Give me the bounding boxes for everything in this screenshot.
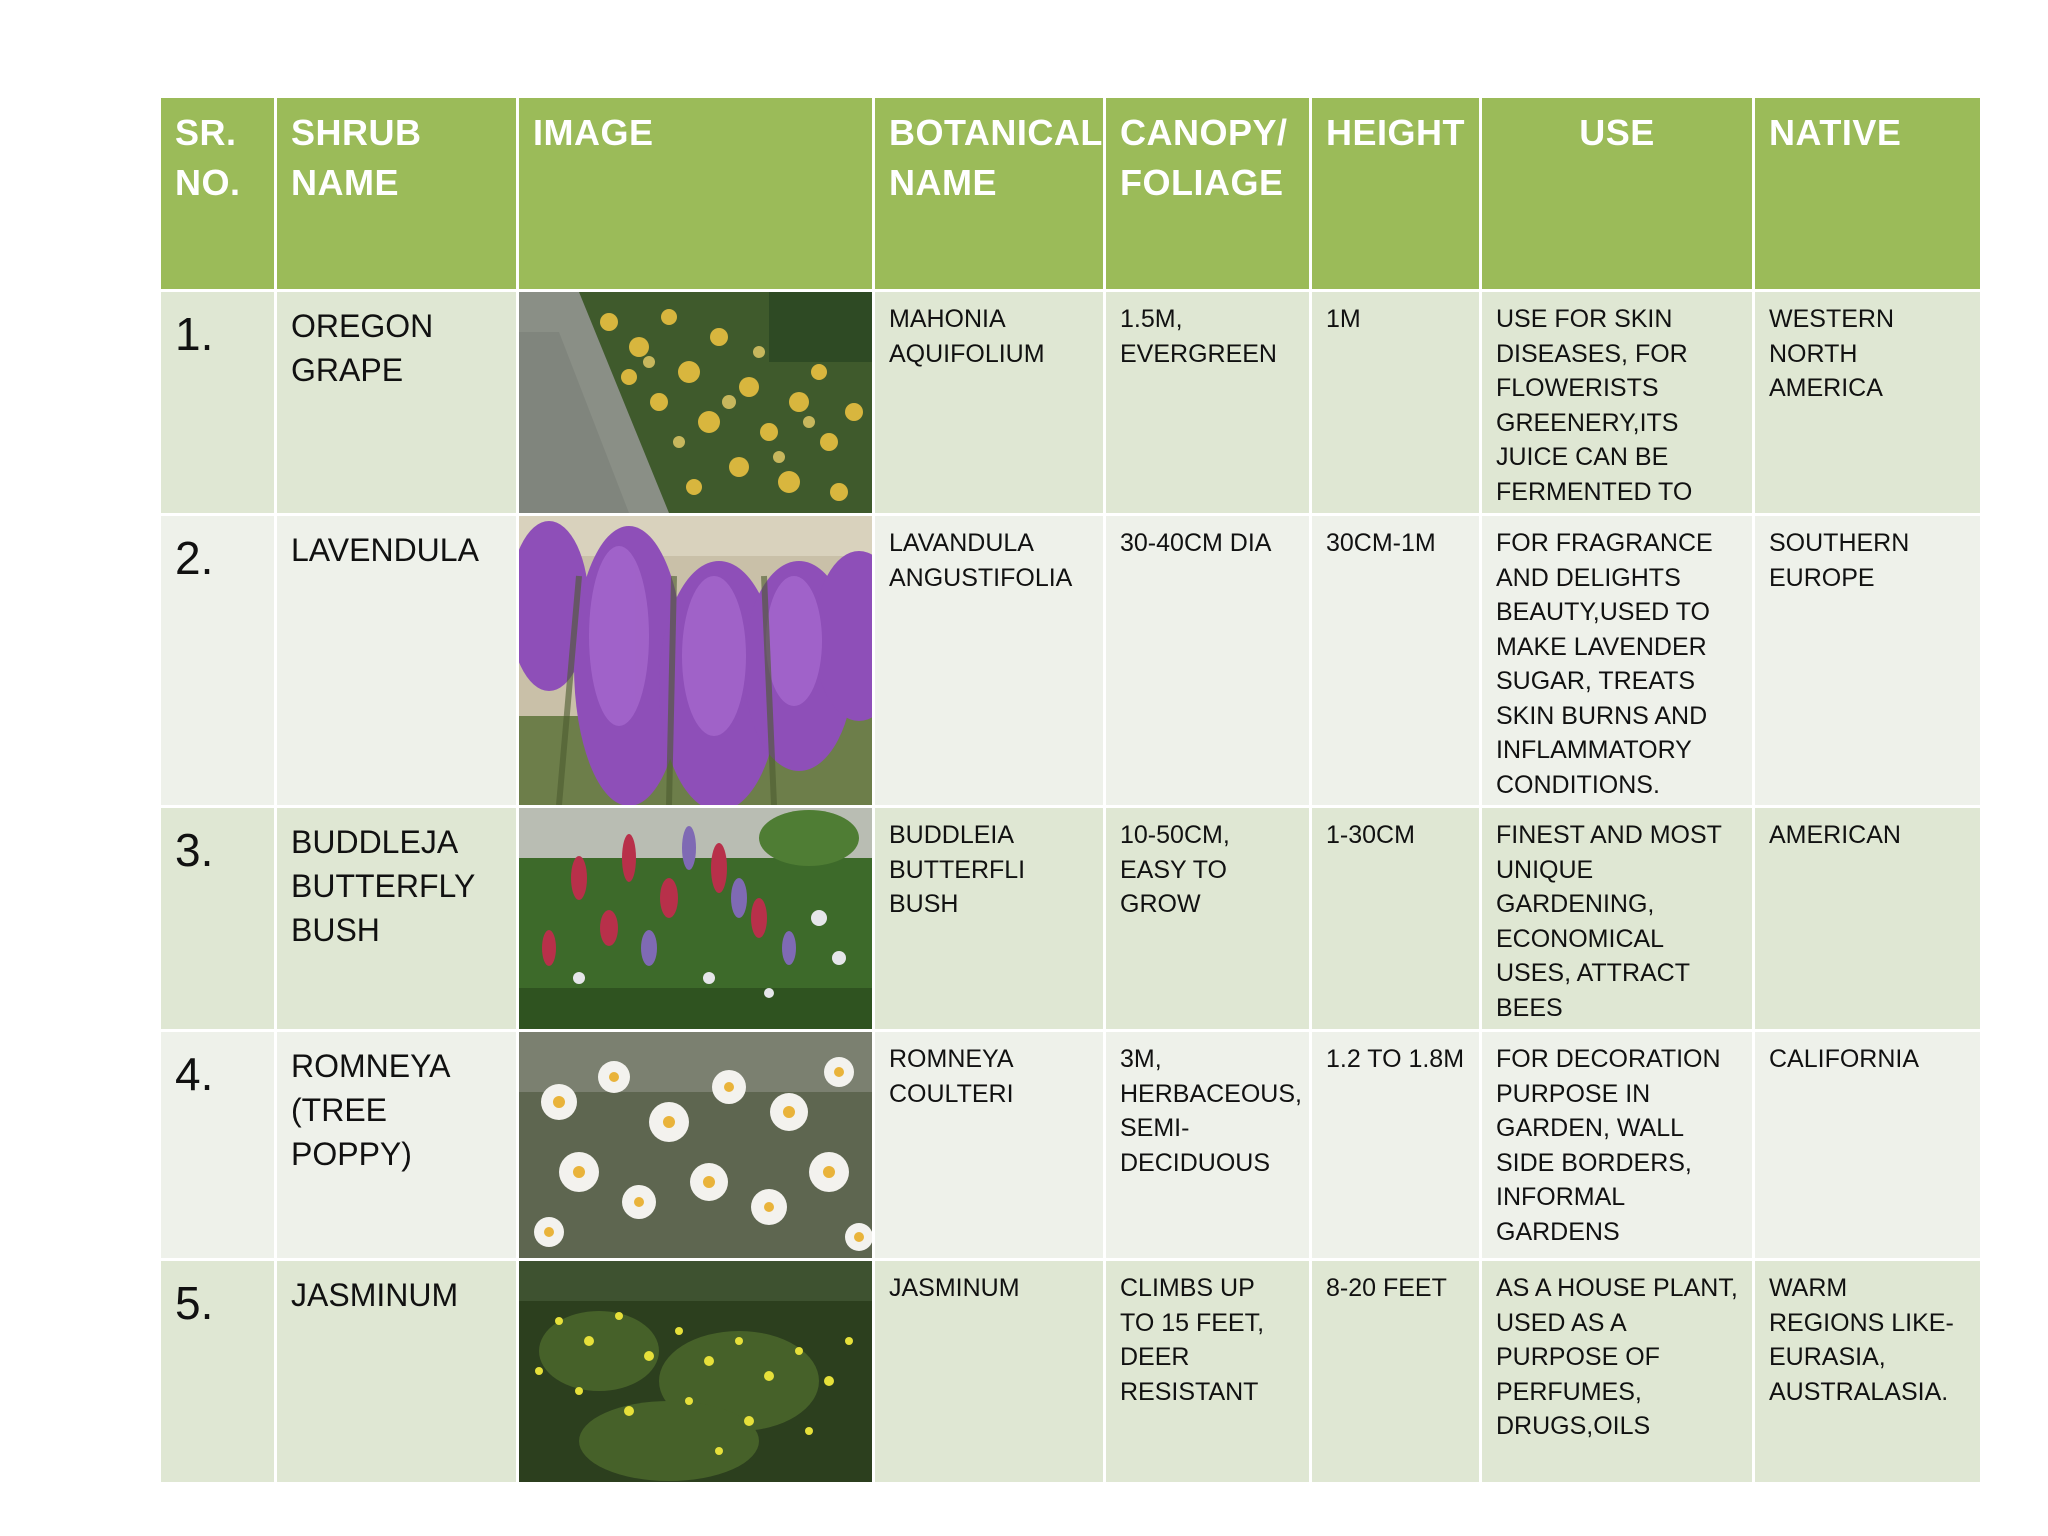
tree-poppy-photo	[519, 1032, 872, 1258]
header-height: HEIGHT	[1312, 98, 1479, 289]
shrub-name-cell: LAVENDULA	[277, 516, 516, 805]
height-cell: 1.2 TO 1.8M	[1312, 1032, 1479, 1258]
canopy-cell: 1.5M, EVERGREEN	[1106, 292, 1309, 513]
shrub-name-cell: OREGON GRAPE	[277, 292, 516, 513]
height-cell: 1M	[1312, 292, 1479, 513]
header-botanical-name: BOTANICAL NAME	[875, 98, 1103, 289]
canopy-cell: CLIMBS UP TO 15 FEET, DEER RESISTANT	[1106, 1261, 1309, 1482]
sr-no-cell: 4.	[161, 1032, 274, 1258]
header-sr-no: SR. NO.	[161, 98, 274, 289]
header-native: NATIVE	[1755, 98, 1980, 289]
native-cell: SOUTHERN EUROPE	[1755, 516, 1980, 805]
header-shrub-name: SHRUB NAME	[277, 98, 516, 289]
height-cell: 8-20 FEET	[1312, 1261, 1479, 1482]
canopy-cell: 10-50CM, EASY TO GROW	[1106, 808, 1309, 1029]
use-cell: AS A HOUSE PLANT, USED AS A PURPOSE OF PERFUMES, DRUGS,OILS	[1482, 1261, 1752, 1482]
sr-no-cell: 3.	[161, 808, 274, 1029]
native-cell: CALIFORNIA	[1755, 1032, 1980, 1258]
sr-no-cell: 5.	[161, 1261, 274, 1482]
use-cell: FOR FRAGRANCE AND DELIGHTS BEAUTY,USED TO MAKE LAVENDER SUGAR, TREATS SKIN BURNS AND INFLAMMATORY CONDITIONS.	[1482, 516, 1752, 805]
native-cell: WESTERN NORTH AMERICA	[1755, 292, 1980, 513]
lavender-field-photo	[519, 516, 872, 805]
header-use: USE	[1482, 98, 1752, 289]
height-cell: 30CM-1M	[1312, 516, 1479, 805]
shrub-name-cell: BUDDLEJA BUTTERFLY BUSH	[277, 808, 516, 1029]
native-cell: AMERICAN	[1755, 808, 1980, 1029]
botanical-name-cell: MAHONIA AQUIFOLIUM	[875, 292, 1103, 513]
sr-no-cell: 2.	[161, 516, 274, 805]
use-cell: USE FOR SKIN DISEASES, FOR FLOWERISTS GREENERY,ITS JUICE CAN BE FERMENTED TO	[1482, 292, 1752, 513]
use-cell: FOR DECORATION PURPOSE IN GARDEN, WALL SIDE BORDERS, INFORMAL GARDENS	[1482, 1032, 1752, 1258]
oregon-grape-photo	[519, 292, 872, 513]
shrub-name-cell: JASMINUM	[277, 1261, 516, 1482]
jasmine-shrub-photo	[519, 1261, 872, 1482]
sr-no-cell: 1.	[161, 292, 274, 513]
header-canopy-foliage: CANOPY/ FOLIAGE	[1106, 98, 1309, 289]
height-cell: 1-30CM	[1312, 808, 1479, 1029]
native-cell: WARM REGIONS LIKE-EURASIA, AUSTRALASIA.	[1755, 1261, 1980, 1482]
botanical-name-cell: LAVANDULA ANGUSTIFOLIA	[875, 516, 1103, 805]
shrub-name-cell: ROMNEYA (TREE POPPY)	[277, 1032, 516, 1258]
use-cell: FINEST AND MOST UNIQUE GARDENING, ECONOMICAL USES, ATTRACT BEES	[1482, 808, 1752, 1029]
canopy-cell: 3M, HERBACEOUS, SEMI-DECIDUOUS	[1106, 1032, 1309, 1258]
butterfly-bush-photo	[519, 808, 872, 1029]
shrub-table	[161, 98, 1983, 1482]
botanical-name-cell: ROMNEYA COULTERI	[875, 1032, 1103, 1258]
botanical-name-cell: JASMINUM	[875, 1261, 1103, 1482]
header-image: IMAGE	[519, 98, 872, 289]
canopy-cell: 30-40CM DIA	[1106, 516, 1309, 805]
botanical-name-cell: BUDDLEIA BUTTERFLI BUSH	[875, 808, 1103, 1029]
